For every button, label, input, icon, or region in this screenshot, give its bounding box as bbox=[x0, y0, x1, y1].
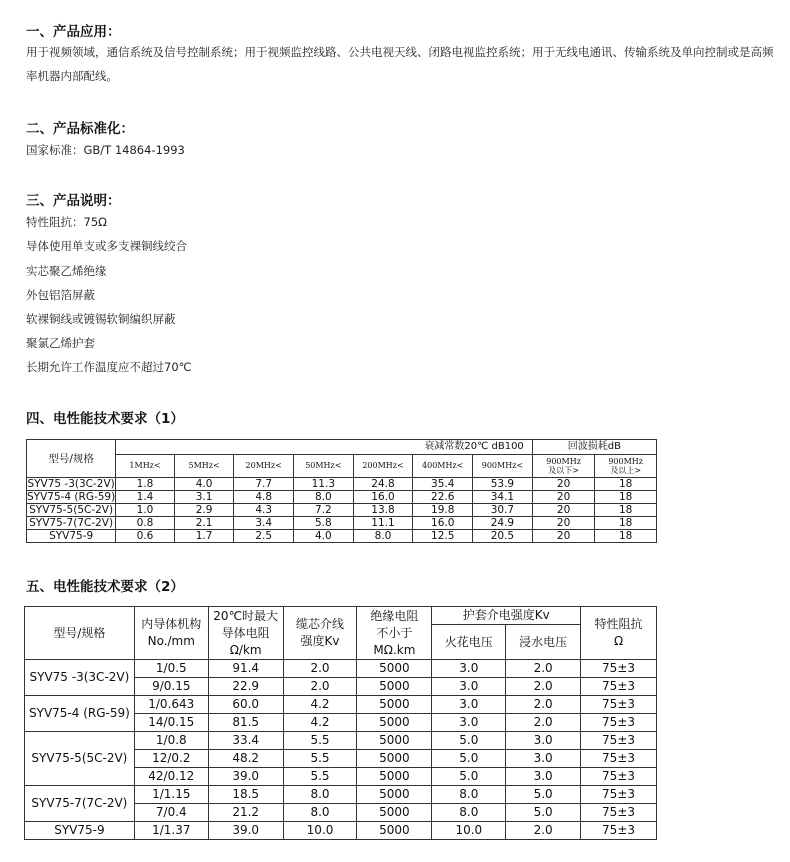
value-cell: 34.1 bbox=[473, 491, 533, 504]
immersion-voltage-header: 浸水电压 bbox=[506, 625, 581, 660]
model-cell: SYV75-4 (RG-59) bbox=[25, 696, 135, 732]
value-cell: 18 bbox=[595, 530, 657, 543]
description-line: 实芯聚乙烯绝缘 bbox=[26, 264, 107, 278]
value-cell: 8.0 bbox=[283, 804, 357, 822]
value-cell: 3.0 bbox=[432, 714, 506, 732]
value-cell: 1.0 bbox=[116, 504, 175, 517]
value-cell: 22.6 bbox=[413, 491, 473, 504]
value-cell: 75±3 bbox=[581, 804, 657, 822]
value-cell: 5000 bbox=[357, 786, 432, 804]
section-title-electrical-2: 五、电性能技术要求（2） bbox=[26, 579, 184, 595]
value-cell: 75±3 bbox=[581, 696, 657, 714]
value-cell: 3.1 bbox=[174, 491, 234, 504]
value-cell: 24.8 bbox=[353, 478, 413, 491]
value-cell: 10.0 bbox=[283, 822, 357, 840]
value-cell: 12/0.2 bbox=[134, 750, 208, 768]
model-cell: SYV75-5(5C-2V) bbox=[27, 504, 116, 517]
value-cell: 75±3 bbox=[581, 714, 657, 732]
table-row bbox=[25, 786, 657, 804]
value-cell: 75±3 bbox=[581, 732, 657, 750]
value-cell: 18 bbox=[595, 491, 657, 504]
value-cell: 12.5 bbox=[413, 530, 473, 543]
frequency-header: 20MHz< bbox=[234, 455, 294, 478]
core-strength-header: 缆芯介线 强度Kv bbox=[283, 607, 357, 660]
value-cell: 2.0 bbox=[283, 660, 357, 678]
table-row bbox=[27, 517, 657, 530]
value-cell: 75±3 bbox=[581, 660, 657, 678]
value-cell: 39.0 bbox=[208, 768, 283, 786]
value-cell: 1.4 bbox=[116, 491, 175, 504]
standard-text: 国家标准：GB/T 14864-1993 bbox=[26, 143, 185, 157]
value-cell: 20.5 bbox=[473, 530, 533, 543]
value-cell: 11.1 bbox=[353, 517, 413, 530]
spark-voltage-header: 火花电压 bbox=[432, 625, 506, 660]
attenuation-header: 衰减常数20℃ dB100 bbox=[116, 440, 533, 455]
value-cell: 5000 bbox=[357, 696, 432, 714]
value-cell: 19.8 bbox=[413, 504, 473, 517]
value-cell: 2.0 bbox=[506, 660, 581, 678]
value-cell: 33.4 bbox=[208, 732, 283, 750]
value-cell: 21.2 bbox=[208, 804, 283, 822]
value-cell: 5000 bbox=[357, 678, 432, 696]
value-cell: 39.0 bbox=[208, 822, 283, 840]
attenuation-table bbox=[26, 439, 657, 543]
value-cell: 5000 bbox=[357, 660, 432, 678]
return-loss-subheader: 900MHz 及以上> bbox=[595, 455, 657, 478]
value-cell: 3.4 bbox=[234, 517, 294, 530]
value-cell: 7/0.4 bbox=[134, 804, 208, 822]
model-cell: SYV75 -3(3C-2V) bbox=[25, 660, 135, 696]
value-cell: 24.9 bbox=[473, 517, 533, 530]
model-header: 型号/规格 bbox=[25, 607, 135, 660]
value-cell: 5000 bbox=[357, 768, 432, 786]
value-cell: 18 bbox=[595, 478, 657, 491]
description-line: 导体使用单支或多支裸铜线绞合 bbox=[26, 239, 187, 253]
value-cell: 20 bbox=[532, 504, 595, 517]
value-cell: 75±3 bbox=[581, 750, 657, 768]
table-row bbox=[25, 660, 657, 678]
value-cell: 5.5 bbox=[283, 750, 357, 768]
value-cell: 1.7 bbox=[174, 530, 234, 543]
model-cell: SYV75-9 bbox=[25, 822, 135, 840]
value-cell: 3.0 bbox=[506, 768, 581, 786]
value-cell: 5.0 bbox=[506, 786, 581, 804]
value-cell: 5.0 bbox=[432, 732, 506, 750]
application-text: 用于视频领域，通信系统及信号控制系统；用于视频监控线路、公共电视天线、闭路电视监控系统；用于无线电通讯、传输系统及单向控制或是高频率机器内部配线。 bbox=[26, 45, 774, 83]
value-cell: 20 bbox=[532, 517, 595, 530]
value-cell: 2.0 bbox=[506, 714, 581, 732]
description-line: 外包铝箔屏蔽 bbox=[26, 288, 95, 302]
value-cell: 13.8 bbox=[353, 504, 413, 517]
value-cell: 3.0 bbox=[432, 696, 506, 714]
value-cell: 18 bbox=[595, 517, 657, 530]
value-cell: 2.0 bbox=[506, 678, 581, 696]
model-cell: SYV75-7(7C-2V) bbox=[27, 517, 116, 530]
value-cell: 8.0 bbox=[432, 804, 506, 822]
frequency-header: 50MHz< bbox=[294, 455, 354, 478]
value-cell: 4.2 bbox=[283, 696, 357, 714]
table-row bbox=[27, 478, 657, 491]
value-cell: 1/1.15 bbox=[134, 786, 208, 804]
value-cell: 5000 bbox=[357, 822, 432, 840]
frequency-header: 200MHz< bbox=[353, 455, 413, 478]
value-cell: 4.3 bbox=[234, 504, 294, 517]
impedance-header: 特性阻抗 Ω bbox=[581, 607, 657, 660]
section-title-standard: 二、产品标准化： bbox=[26, 121, 134, 137]
model-cell: SYV75-9 bbox=[27, 530, 116, 543]
value-cell: 4.0 bbox=[174, 478, 234, 491]
table-row bbox=[25, 696, 657, 714]
value-cell: 4.8 bbox=[234, 491, 294, 504]
value-cell: 5.0 bbox=[506, 804, 581, 822]
value-cell: 1.8 bbox=[116, 478, 175, 491]
value-cell: 3.0 bbox=[432, 678, 506, 696]
value-cell: 35.4 bbox=[413, 478, 473, 491]
value-cell: 5.5 bbox=[283, 732, 357, 750]
value-cell: 53.9 bbox=[473, 478, 533, 491]
value-cell: 75±3 bbox=[581, 786, 657, 804]
return-loss-header: 回波损耗dB bbox=[532, 440, 656, 455]
value-cell: 5.0 bbox=[432, 750, 506, 768]
value-cell: 42/0.12 bbox=[134, 768, 208, 786]
value-cell: 2.0 bbox=[283, 678, 357, 696]
value-cell: 10.0 bbox=[432, 822, 506, 840]
value-cell: 0.8 bbox=[116, 517, 175, 530]
value-cell: 2.9 bbox=[174, 504, 234, 517]
frequency-header: 1MHz< bbox=[116, 455, 175, 478]
value-cell: 11.3 bbox=[294, 478, 354, 491]
table-row bbox=[25, 732, 657, 750]
value-cell: 1/0.5 bbox=[134, 660, 208, 678]
section-title-description: 三、产品说明： bbox=[26, 193, 121, 209]
value-cell: 5000 bbox=[357, 732, 432, 750]
value-cell: 3.0 bbox=[432, 660, 506, 678]
table-row bbox=[25, 822, 657, 840]
value-cell: 81.5 bbox=[208, 714, 283, 732]
section-title-application: 一、产品应用： bbox=[26, 24, 121, 40]
value-cell: 3.0 bbox=[506, 750, 581, 768]
value-cell: 91.4 bbox=[208, 660, 283, 678]
value-cell: 18 bbox=[595, 504, 657, 517]
value-cell: 1/0.643 bbox=[134, 696, 208, 714]
value-cell: 0.6 bbox=[116, 530, 175, 543]
value-cell: 20 bbox=[532, 530, 595, 543]
value-cell: 2.0 bbox=[506, 822, 581, 840]
value-cell: 5.0 bbox=[432, 768, 506, 786]
value-cell: 5000 bbox=[357, 714, 432, 732]
value-cell: 8.0 bbox=[353, 530, 413, 543]
resistance-header: 20℃时最大 导体电阻 Ω/km bbox=[208, 607, 283, 660]
value-cell: 30.7 bbox=[473, 504, 533, 517]
frequency-header: 5MHz< bbox=[174, 455, 234, 478]
value-cell: 4.2 bbox=[283, 714, 357, 732]
value-cell: 22.9 bbox=[208, 678, 283, 696]
value-cell: 7.2 bbox=[294, 504, 354, 517]
table-row bbox=[27, 530, 657, 543]
value-cell: 8.0 bbox=[294, 491, 354, 504]
value-cell: 8.0 bbox=[283, 786, 357, 804]
table-row bbox=[27, 491, 657, 504]
value-cell: 20 bbox=[532, 491, 595, 504]
description-line: 聚氯乙烯护套 bbox=[26, 336, 95, 350]
model-cell: SYV75-4 (RG-59) bbox=[27, 491, 116, 503]
value-cell: 1/0.8 bbox=[134, 732, 208, 750]
value-cell: 75±3 bbox=[581, 822, 657, 840]
value-cell: 2.0 bbox=[506, 696, 581, 714]
value-cell: 2.1 bbox=[174, 517, 234, 530]
value-cell: 5000 bbox=[357, 804, 432, 822]
model-cell: SYV75-7(7C-2V) bbox=[25, 786, 135, 822]
table-row bbox=[27, 504, 657, 517]
electrical-spec-table bbox=[24, 606, 657, 840]
value-cell: 60.0 bbox=[208, 696, 283, 714]
value-cell: 75±3 bbox=[581, 678, 657, 696]
description-line: 特性阻抗：75Ω bbox=[26, 215, 107, 229]
model-cell: SYV75-5(5C-2V) bbox=[25, 732, 135, 786]
value-cell: 14/0.15 bbox=[134, 714, 208, 732]
value-cell: 16.0 bbox=[353, 491, 413, 504]
value-cell: 7.7 bbox=[234, 478, 294, 491]
value-cell: 5.8 bbox=[294, 517, 354, 530]
insulation-header: 绝缘电阻 不小于 MΩ.km bbox=[357, 607, 432, 660]
value-cell: 9/0.15 bbox=[134, 678, 208, 696]
return-loss-subheader: 900MHz 及以下> bbox=[532, 455, 595, 478]
model-cell: SYV75 -3(3C-2V) bbox=[27, 478, 115, 490]
description-line: 软裸铜线或镀锡软铜编织屏蔽 bbox=[26, 312, 176, 326]
value-cell: 3.0 bbox=[506, 732, 581, 750]
value-cell: 5000 bbox=[357, 750, 432, 768]
value-cell: 8.0 bbox=[432, 786, 506, 804]
value-cell: 20 bbox=[532, 478, 595, 491]
value-cell: 18.5 bbox=[208, 786, 283, 804]
value-cell: 16.0 bbox=[413, 517, 473, 530]
frequency-header: 900MHz< bbox=[473, 455, 533, 478]
model-header: 型号/规格 bbox=[27, 440, 116, 478]
section-title-electrical-1: 四、电性能技术要求（1） bbox=[26, 411, 184, 427]
value-cell: 48.2 bbox=[208, 750, 283, 768]
frequency-header: 400MHz< bbox=[413, 455, 473, 478]
conductor-header: 内导体机构 No./mm bbox=[134, 607, 208, 660]
description-line: 长期允许工作温度应不超过70℃ bbox=[26, 360, 192, 374]
value-cell: 4.0 bbox=[294, 530, 354, 543]
sheath-strength-header: 护套介电强度Kv bbox=[432, 607, 581, 625]
value-cell: 1/1.37 bbox=[134, 822, 208, 840]
value-cell: 75±3 bbox=[581, 768, 657, 786]
value-cell: 2.5 bbox=[234, 530, 294, 543]
value-cell: 5.5 bbox=[283, 768, 357, 786]
